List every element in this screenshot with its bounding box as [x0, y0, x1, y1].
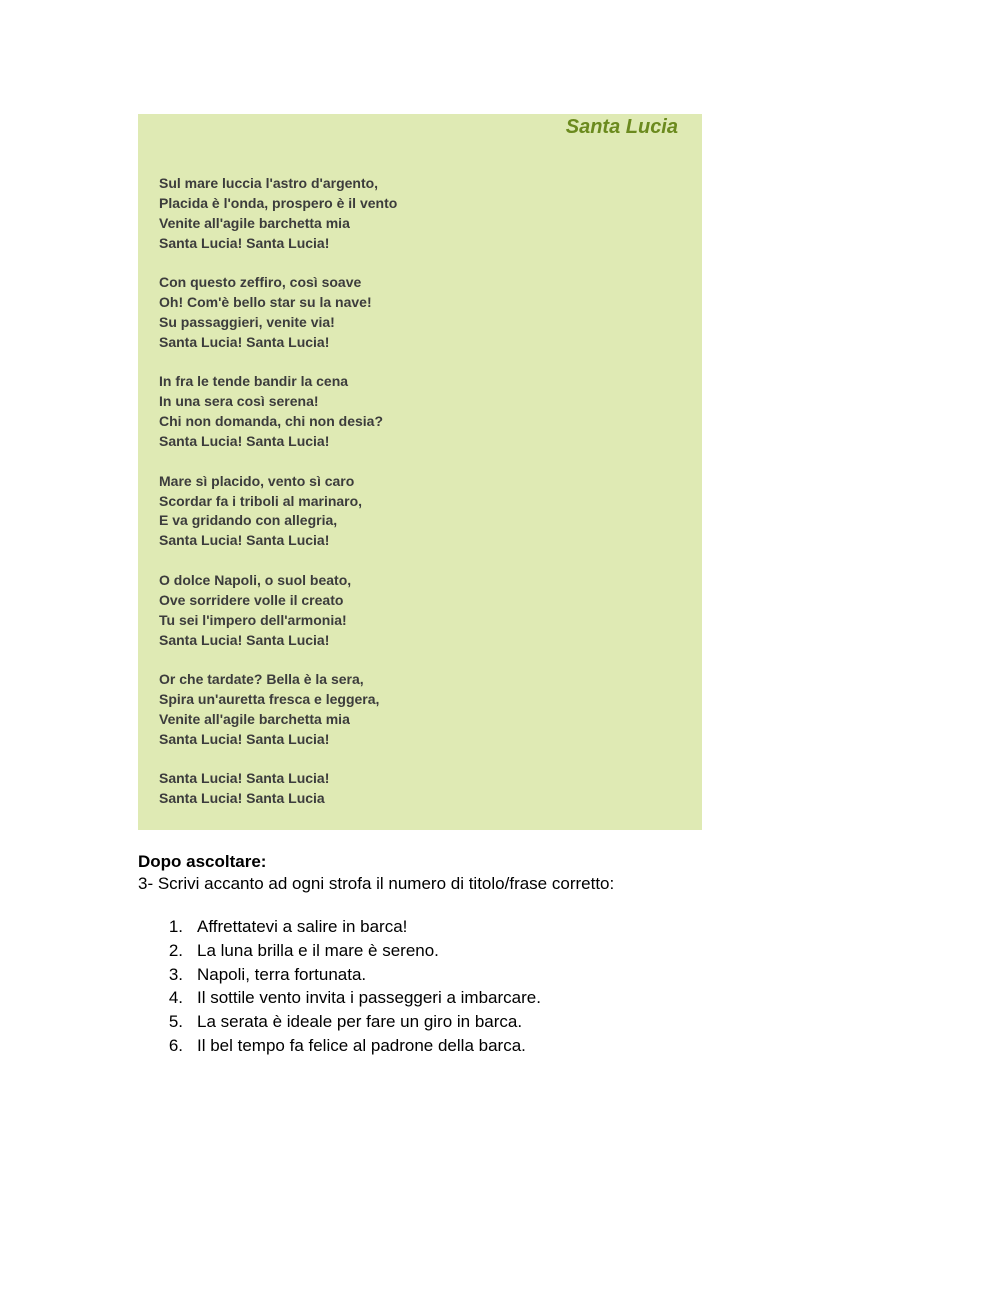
stanza-5: [159, 571, 397, 651]
option-text: Napoli, terra fortunata.: [197, 964, 367, 984]
verse-line: Santa Lucia! Santa Lucia!: [159, 333, 330, 350]
option-number: 2.: [168, 940, 183, 960]
option-text: La luna brilla e il mare è sereno.: [197, 940, 439, 960]
option-number: 5.: [168, 1012, 183, 1032]
verse-line: Venite all'agile barchetta mia: [159, 214, 350, 231]
stanzas: [159, 174, 397, 829]
verse-line: In una sera così serena!: [159, 393, 319, 410]
option-text: Il bel tempo fa felice al padrone della barca.: [197, 1035, 526, 1055]
option-text: Affrettatevi a salire in barca!: [197, 917, 408, 936]
verse-line: Chi non domanda, chi non desia?: [159, 413, 384, 430]
verse-line: Oh! Com'è bello star su la nave!: [159, 294, 372, 311]
stanza-7: [159, 769, 397, 809]
stanza-6: [159, 670, 397, 750]
song-lyrics-box: [138, 114, 702, 830]
option-text: Il sottile vento invita i passeggeri a imbarcare.: [197, 988, 541, 1008]
verse-line: Santa Lucia! Santa Lucia!: [159, 770, 330, 787]
verse-line: Sul mare luccia l'astro d'argento,: [159, 175, 379, 191]
song-title: Santa Lucia: [565, 116, 678, 138]
list-item: [138, 939, 898, 963]
verse-line: Scordar fa i triboli al marinaro,: [159, 492, 363, 509]
list-item: [138, 1034, 898, 1058]
exercise-section: [138, 851, 898, 1058]
verse-line: Or che tardate? Bella è la sera,: [159, 671, 364, 688]
option-text: La serata è ideale per fare un giro in barca.: [197, 1012, 523, 1032]
option-number: 1.: [168, 917, 183, 936]
option-number: 3.: [168, 964, 183, 984]
list-item: [138, 986, 898, 1010]
verse-line: Santa Lucia! Santa Lucia!: [159, 433, 330, 450]
list-item: [138, 1010, 898, 1034]
verse-line: Con questo zeffiro, così soave: [159, 274, 362, 291]
verse-line: Mare sì placido, vento sì caro: [159, 472, 355, 489]
verse-line: Tu sei l'impero dell'armonia!: [159, 611, 347, 628]
verse-line: Placida è l'onda, prospero è il vento: [159, 194, 398, 211]
option-number: 6.: [168, 1035, 183, 1055]
verse-line: O dolce Napoli, o suol beato,: [159, 571, 352, 588]
verse-line: In fra le tende bandir la cena: [159, 373, 349, 390]
verse-line: Ove sorridere volle il creato: [159, 591, 344, 608]
stanza-2: [159, 273, 397, 353]
list-item: [138, 963, 898, 987]
option-number: 4.: [168, 988, 183, 1008]
stanza-1: [159, 174, 397, 254]
verse-line: Santa Lucia! Santa Lucia!: [159, 234, 330, 251]
verse-line: Santa Lucia! Santa Lucia!: [159, 532, 330, 549]
options-list: [138, 915, 898, 1058]
exercise-heading: Dopo ascoltare:: [138, 852, 267, 871]
verse-line: Venite all'agile barchetta mia: [159, 710, 350, 727]
verse-line: Santa Lucia! Santa Lucia!: [159, 730, 330, 747]
verse-line: Spira un'auretta fresca e leggera,: [159, 691, 380, 707]
list-item: [138, 915, 898, 939]
verse-line: Santa Lucia! Santa Lucia!: [159, 631, 330, 648]
verse-line: Su passaggieri, venite via!: [159, 314, 335, 331]
verse-line: Santa Lucia! Santa Lucia: [159, 790, 325, 807]
exercise-instruction: 3- Scrivi accanto ad ogni strofa il numero di titolo/frase corretto:: [138, 874, 615, 893]
stanza-3: [159, 372, 397, 452]
stanza-4: [159, 472, 397, 552]
verse-line: E va gridando con allegria,: [159, 512, 338, 529]
